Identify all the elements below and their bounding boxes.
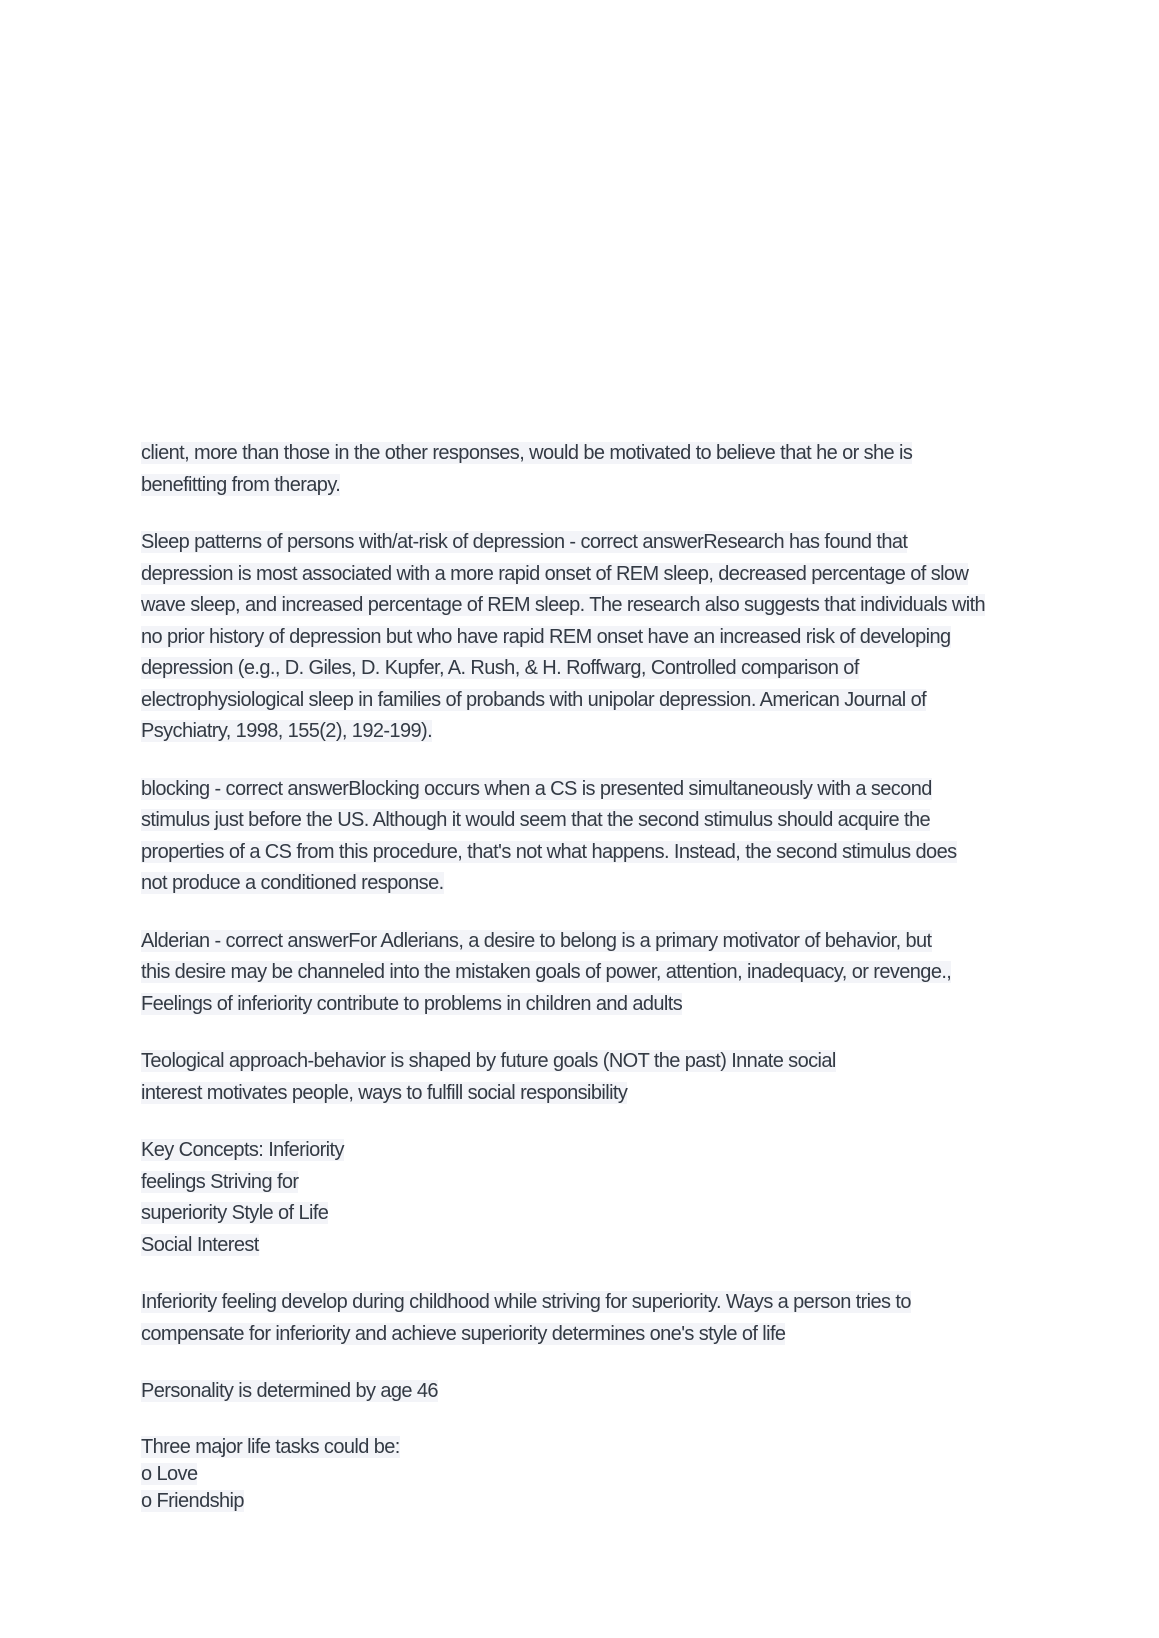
paragraph-key-concepts — [141, 1135, 1021, 1261]
text-line: superiority Style of Life — [141, 1202, 329, 1224]
text-line: blocking - correct answerBlocking occurs when a CS is presented simultaneously with a second — [141, 777, 932, 800]
text-line: compensate for inferiority and achieve superiority determines one's style of life — [141, 1322, 786, 1345]
text-line: not produce a conditioned response. — [141, 872, 444, 894]
document-body — [141, 438, 1021, 1515]
list-item — [141, 1461, 1021, 1488]
paragraph-inferiority — [141, 1287, 1021, 1350]
text-line: feelings Striving for — [141, 1170, 299, 1193]
text-line: Feelings of inferiority contribute to problems in children and adults — [141, 992, 683, 1015]
life-tasks-list — [141, 1434, 1021, 1515]
paragraph-teleological — [141, 1046, 1021, 1109]
text-line: properties of a CS from this procedure, that's not what happens. Instead, the second stimulus does — [141, 840, 957, 863]
text-line: Sleep patterns of persons with/at-risk of depression - correct answerResearch has found that — [141, 531, 908, 553]
text-line: stimulus just before the US. Although it would seem that the second stimulus should acquire the — [141, 809, 931, 831]
text-line: this desire may be channeled into the mistaken goals of power, attention, inadequacy, or revenge., — [141, 961, 952, 983]
list-item-label: Love — [156, 1462, 198, 1485]
text-line: no prior history of depression but who have rapid REM onset have an increased risk of developing — [141, 625, 951, 648]
text-line: depression (e.g., D. Giles, D. Kupfer, A. Rush, & H. Roffwarg, Controlled comparison of — [141, 657, 859, 679]
list-item — [141, 1488, 1021, 1515]
text-line: Social Interest — [141, 1233, 259, 1256]
bullet-marker: o — [141, 1462, 152, 1485]
paragraph-adlerian — [141, 926, 1021, 1021]
list-heading: Three major life tasks could be: — [141, 1435, 400, 1458]
paragraph-therapy-benefit — [141, 438, 1021, 501]
text-line: client, more than those in the other responses, would be motivated to believe that he or she is — [141, 442, 913, 464]
text-line: benefitting from therapy. — [141, 473, 341, 496]
text-line: wave sleep, and increased percentage of REM sleep. The research also suggests that individuals with — [141, 594, 986, 616]
text-line: Personality is determined by age 46 — [141, 1380, 438, 1402]
list-item-label: Friendship — [156, 1489, 244, 1512]
bullet-marker: o — [141, 1489, 152, 1512]
text-line: depression is most associated with a more rapid onset of REM sleep, decreased percentage of slow — [141, 562, 969, 585]
text-line: Key Concepts: Inferiority — [141, 1139, 344, 1161]
text-line: Teological approach-behavior is shaped by future goals (NOT the past) Innate social — [141, 1050, 836, 1072]
text-line: Alderian - correct answerFor Adlerians, a desire to belong is a primary motivator of behavior, but — [141, 929, 932, 952]
text-line: Inferiority feeling develop during childhood while striving for superiority. Ways a person tries to — [141, 1291, 911, 1313]
text-line: electrophysiological sleep in families of probands with unipolar depression. American Journal of — [141, 688, 927, 711]
text-line: interest motivates people, ways to fulfill social responsibility — [141, 1081, 628, 1104]
paragraph-blocking — [141, 774, 1021, 900]
paragraph-personality-age — [141, 1376, 1021, 1408]
paragraph-sleep-patterns — [141, 527, 1021, 748]
text-line: Psychiatry, 1998, 155(2), 192-199). — [141, 720, 433, 742]
